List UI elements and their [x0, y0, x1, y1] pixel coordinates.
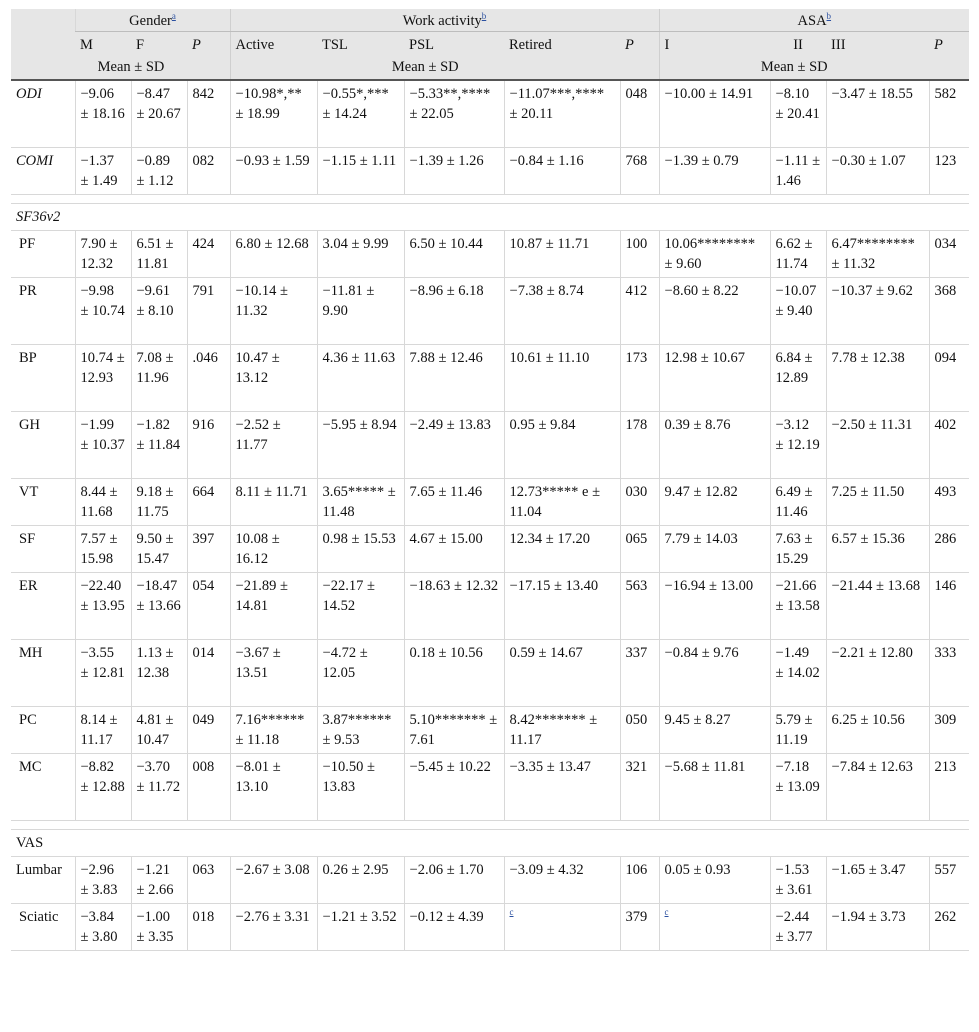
cell-p-asa: 368: [929, 278, 969, 345]
cell-p-asa: 333: [929, 640, 969, 707]
cell-asa-i: −0.84 ± 9.76: [659, 640, 770, 707]
cell-f: −1.82 ± 11.84: [131, 412, 187, 479]
blank-cell: [929, 55, 969, 80]
cell-psl: −0.12 ± 4.39: [404, 904, 504, 951]
work-footnote-link[interactable]: b: [481, 11, 487, 22]
col-header-p-gender: P: [187, 32, 230, 56]
cell-p-asa: 582: [929, 80, 969, 148]
cell-active: −2.52 ± 11.77: [230, 412, 317, 479]
cell-psl: −5.33**,**** ± 22.05: [404, 80, 504, 148]
cell-asa-i: −8.60 ± 8.22: [659, 278, 770, 345]
cell-asa-iii: 6.47******** ± 11.32: [826, 231, 929, 278]
cell-tsl: 3.87****** ± 9.53: [317, 707, 404, 754]
asa-group-header: [659, 9, 969, 32]
cell-asa-ii: −7.18 ± 13.09: [770, 754, 826, 821]
col-header-asa-i: I: [659, 32, 770, 56]
cell-p-asa: 557: [929, 857, 969, 904]
cell-psl: 6.50 ± 10.44: [404, 231, 504, 278]
cell-m: −2.96 ± 3.83: [75, 857, 131, 904]
cell-asa-i: 7.79 ± 14.03: [659, 526, 770, 573]
cell-psl: −1.39 ± 1.26: [404, 148, 504, 195]
cell-m: −1.99 ± 10.37: [75, 412, 131, 479]
cell-p-asa: 493: [929, 479, 969, 526]
table-row: [11, 80, 969, 148]
row-label: PF: [11, 231, 75, 278]
cell-p-work: 412: [620, 278, 659, 345]
cell-active: 6.80 ± 12.68: [230, 231, 317, 278]
cell-retired: 12.34 ± 17.20: [504, 526, 620, 573]
table-row: [11, 412, 969, 479]
cell-active: −0.93 ± 1.59: [230, 148, 317, 195]
corner-cell: [11, 55, 75, 80]
cell-m: 10.74 ± 12.93: [75, 345, 131, 412]
col-header-f: F: [131, 32, 187, 56]
cell-p-work: 337: [620, 640, 659, 707]
work-activity-group-header: [230, 9, 659, 32]
cell-p-gender: 397: [187, 526, 230, 573]
cell-asa-ii: −21.66 ± 13.58: [770, 573, 826, 640]
cell-asa-i: 0.05 ± 0.93: [659, 857, 770, 904]
cell-retired: [504, 904, 620, 951]
cell-p-asa: 402: [929, 412, 969, 479]
cell-asa-iii: 6.25 ± 10.56: [826, 707, 929, 754]
cell-p-work: 100: [620, 231, 659, 278]
cell-asa-ii: −10.07 ± 9.40: [770, 278, 826, 345]
cell-retired: −17.15 ± 13.40: [504, 573, 620, 640]
cell-m: −9.98 ± 10.74: [75, 278, 131, 345]
cell-p-gender: 082: [187, 148, 230, 195]
cell-asa-iii: −2.50 ± 11.31: [826, 412, 929, 479]
table-row: [11, 573, 969, 640]
cell-m: −3.84 ± 3.80: [75, 904, 131, 951]
cell-asa-i: 9.45 ± 8.27: [659, 707, 770, 754]
row-label: ER: [11, 573, 75, 640]
cell-m: 8.44 ± 11.68: [75, 479, 131, 526]
cell-asa-ii: 6.62 ± 11.74: [770, 231, 826, 278]
cell-asa-i: −16.94 ± 13.00: [659, 573, 770, 640]
cell-asa-iii: −7.84 ± 12.63: [826, 754, 929, 821]
cell-p-asa: 094: [929, 345, 969, 412]
cell-p-asa: 123: [929, 148, 969, 195]
cell-tsl: 3.65***** ± 11.48: [317, 479, 404, 526]
cell-m: 7.57 ± 15.98: [75, 526, 131, 573]
row-label: VT: [11, 479, 75, 526]
cell-p-work: 768: [620, 148, 659, 195]
cell-asa-iii: −0.30 ± 1.07: [826, 148, 929, 195]
cell-asa-ii: −1.49 ± 14.02: [770, 640, 826, 707]
corner-cell: [11, 9, 75, 32]
row-label: GH: [11, 412, 75, 479]
cell-p-asa: 146: [929, 573, 969, 640]
cell-tsl: 0.98 ± 15.53: [317, 526, 404, 573]
row-label: ODI: [11, 80, 75, 148]
col-header-active: Active: [230, 32, 317, 56]
cell-tsl: −1.15 ± 1.11: [317, 148, 404, 195]
cell-f: −3.70 ± 11.72: [131, 754, 187, 821]
cell-p-asa: 213: [929, 754, 969, 821]
spacer-cell: [11, 821, 969, 830]
cell-asa-iii: −21.44 ± 13.68: [826, 573, 929, 640]
cell-p-gender: 014: [187, 640, 230, 707]
cell-tsl: −10.50 ± 13.83: [317, 754, 404, 821]
cell-f: −0.89 ± 1.12: [131, 148, 187, 195]
blank-cell: [620, 55, 659, 80]
cell-retired: −3.35 ± 13.47: [504, 754, 620, 821]
cell-p-work: 048: [620, 80, 659, 148]
cell-f: 9.18 ± 11.75: [131, 479, 187, 526]
col-header-psl: PSL: [404, 32, 504, 56]
cell-p-gender: 018: [187, 904, 230, 951]
table-row: [11, 526, 969, 573]
cell-m: −3.55 ± 12.81: [75, 640, 131, 707]
cell-asa-ii: −1.11 ± 1.46: [770, 148, 826, 195]
row-label: BP: [11, 345, 75, 412]
work-meansd-label: Mean ± SD: [230, 55, 620, 80]
cell-asa-ii: −1.53 ± 3.61: [770, 857, 826, 904]
cell-active: −10.98*,** ± 18.99: [230, 80, 317, 148]
spacer-cell: [11, 195, 969, 204]
cell-p-gender: 916: [187, 412, 230, 479]
blank-cell: [187, 55, 230, 80]
cell-asa-ii: 7.63 ± 15.29: [770, 526, 826, 573]
col-header-retired: Retired: [504, 32, 620, 56]
cell-m: 7.90 ± 12.32: [75, 231, 131, 278]
cell-p-work: 178: [620, 412, 659, 479]
spacer-row: [11, 821, 969, 830]
cell-asa-i: 0.39 ± 8.76: [659, 412, 770, 479]
cell-p-gender: 063: [187, 857, 230, 904]
gender-footnote-link[interactable]: a: [171, 11, 176, 22]
cell-tsl: −22.17 ± 14.52: [317, 573, 404, 640]
cell-p-asa: 034: [929, 231, 969, 278]
cell-asa-ii: −2.44 ± 3.77: [770, 904, 826, 951]
cell-tsl: −4.72 ± 12.05: [317, 640, 404, 707]
cell-p-gender: 842: [187, 80, 230, 148]
footnote-link[interactable]: c: [664, 907, 669, 918]
cell-p-asa: 286: [929, 526, 969, 573]
asa-footnote-link[interactable]: b: [826, 11, 832, 22]
cell-retired: 12.73***** e ± 11.04: [504, 479, 620, 526]
table-row: [11, 479, 969, 526]
cell-asa-iii: −1.94 ± 3.73: [826, 904, 929, 951]
cell-p-work: 563: [620, 573, 659, 640]
corner-cell: [11, 32, 75, 56]
table-row: [11, 857, 969, 904]
cell-active: 8.11 ± 11.71: [230, 479, 317, 526]
col-header-p-work: P: [620, 32, 659, 56]
col-header-p-asa: P: [929, 32, 969, 56]
cell-retired: −11.07***,**** ± 20.11: [504, 80, 620, 148]
cell-f: 6.51 ± 11.81: [131, 231, 187, 278]
cell-psl: 7.88 ± 12.46: [404, 345, 504, 412]
spacer-row: [11, 195, 969, 204]
cell-asa-ii: 6.49 ± 11.46: [770, 479, 826, 526]
cell-tsl: 4.36 ± 11.63: [317, 345, 404, 412]
cell-tsl: −11.81 ± 9.90: [317, 278, 404, 345]
cell-asa-i: −5.68 ± 11.81: [659, 754, 770, 821]
cell-retired: −7.38 ± 8.74: [504, 278, 620, 345]
table-row: [11, 754, 969, 821]
row-label: Sciatic: [11, 904, 75, 951]
table-body: [11, 80, 969, 951]
cell-m: −22.40 ± 13.95: [75, 573, 131, 640]
cell-asa-iii: −2.21 ± 12.80: [826, 640, 929, 707]
cell-asa-ii: −8.10 ± 20.41: [770, 80, 826, 148]
cell-active: −3.67 ± 13.51: [230, 640, 317, 707]
asa-header-label: ASA: [797, 13, 827, 29]
cell-psl: −2.06 ± 1.70: [404, 857, 504, 904]
cell-tsl: 3.04 ± 9.99: [317, 231, 404, 278]
table-row: [11, 904, 969, 951]
cell-p-work: 106: [620, 857, 659, 904]
cell-tsl: −1.21 ± 3.52: [317, 904, 404, 951]
cell-asa-iii: −3.47 ± 18.55: [826, 80, 929, 148]
cell-psl: −5.45 ± 10.22: [404, 754, 504, 821]
cell-active: −8.01 ± 13.10: [230, 754, 317, 821]
table-row: [11, 231, 969, 278]
table-row: [11, 148, 969, 195]
cell-psl: 0.18 ± 10.56: [404, 640, 504, 707]
cell-psl: 7.65 ± 11.46: [404, 479, 504, 526]
cell-p-work: 030: [620, 479, 659, 526]
cell-f: −1.21 ± 2.66: [131, 857, 187, 904]
cell-asa-i: −1.39 ± 0.79: [659, 148, 770, 195]
cell-p-gender: 008: [187, 754, 230, 821]
cell-asa-i: [659, 904, 770, 951]
cell-psl: 4.67 ± 15.00: [404, 526, 504, 573]
cell-retired: 8.42******* ± 11.17: [504, 707, 620, 754]
cell-f: 1.13 ± 12.38: [131, 640, 187, 707]
cell-m: −1.37 ± 1.49: [75, 148, 131, 195]
cell-psl: 5.10******* ± 7.61: [404, 707, 504, 754]
gender-meansd-label: Mean ± SD: [75, 55, 187, 80]
cell-asa-iii: −1.65 ± 3.47: [826, 857, 929, 904]
cell-p-gender: 049: [187, 707, 230, 754]
cell-f: −8.47 ± 20.67: [131, 80, 187, 148]
row-label: COMI: [11, 148, 75, 195]
cell-m: −9.06 ± 18.16: [75, 80, 131, 148]
cell-asa-i: 12.98 ± 10.67: [659, 345, 770, 412]
col-header-asa-ii: II: [770, 32, 826, 56]
cell-psl: −18.63 ± 12.32: [404, 573, 504, 640]
section-label-vas: VAS: [11, 830, 969, 857]
table-row: [11, 707, 969, 754]
results-table: [11, 9, 969, 951]
cell-f: 7.08 ± 11.96: [131, 345, 187, 412]
asa-meansd-label: Mean ± SD: [659, 55, 929, 80]
cell-f: 9.50 ± 15.47: [131, 526, 187, 573]
cell-p-asa: 309: [929, 707, 969, 754]
cell-asa-iii: 7.25 ± 11.50: [826, 479, 929, 526]
row-label: Lumbar: [11, 857, 75, 904]
cell-p-work: 050: [620, 707, 659, 754]
cell-active: −10.14 ± 11.32: [230, 278, 317, 345]
cell-p-asa: 262: [929, 904, 969, 951]
table-row: [11, 345, 969, 412]
row-label: MH: [11, 640, 75, 707]
cell-m: 8.14 ± 11.17: [75, 707, 131, 754]
cell-active: −2.76 ± 3.31: [230, 904, 317, 951]
row-label: MC: [11, 754, 75, 821]
cell-asa-iii: −10.37 ± 9.62: [826, 278, 929, 345]
cell-p-gender: .046: [187, 345, 230, 412]
cell-retired: −3.09 ± 4.32: [504, 857, 620, 904]
gender-header-label: Gender: [129, 13, 172, 29]
section-row: [11, 830, 969, 857]
cell-asa-ii: 6.84 ± 12.89: [770, 345, 826, 412]
cell-retired: 0.59 ± 14.67: [504, 640, 620, 707]
cell-m: −8.82 ± 12.88: [75, 754, 131, 821]
cell-active: 10.08 ± 16.12: [230, 526, 317, 573]
cell-retired: −0.84 ± 1.16: [504, 148, 620, 195]
gender-group-header: [75, 9, 230, 32]
row-label: PC: [11, 707, 75, 754]
cell-f: −1.00 ± 3.35: [131, 904, 187, 951]
cell-asa-i: −10.00 ± 14.91: [659, 80, 770, 148]
cell-retired: 0.95 ± 9.84: [504, 412, 620, 479]
cell-tsl: 0.26 ± 2.95: [317, 857, 404, 904]
cell-active: −2.67 ± 3.08: [230, 857, 317, 904]
cell-active: −21.89 ± 14.81: [230, 573, 317, 640]
cell-f: −18.47 ± 13.66: [131, 573, 187, 640]
cell-p-gender: 054: [187, 573, 230, 640]
section-row: [11, 204, 969, 231]
cell-asa-ii: 5.79 ± 11.19: [770, 707, 826, 754]
cell-active: 10.47 ± 13.12: [230, 345, 317, 412]
cell-p-work: 321: [620, 754, 659, 821]
cell-tsl: −5.95 ± 8.94: [317, 412, 404, 479]
cell-asa-iii: 7.78 ± 12.38: [826, 345, 929, 412]
section-label-sf36: SF36v2: [11, 204, 969, 231]
table-row: [11, 640, 969, 707]
col-header-asa-iii: III: [826, 32, 929, 56]
cell-asa-ii: −3.12 ± 12.19: [770, 412, 826, 479]
footnote-link[interactable]: c: [509, 907, 514, 918]
cell-p-gender: 791: [187, 278, 230, 345]
col-header-m: M: [75, 32, 131, 56]
cell-tsl: −0.55*,*** ± 14.24: [317, 80, 404, 148]
cell-asa-i: 9.47 ± 12.82: [659, 479, 770, 526]
cell-f: −9.61 ± 8.10: [131, 278, 187, 345]
cell-retired: 10.61 ± 11.10: [504, 345, 620, 412]
row-label: SF: [11, 526, 75, 573]
cell-psl: −2.49 ± 13.83: [404, 412, 504, 479]
table-row: [11, 278, 969, 345]
cell-retired: 10.87 ± 11.71: [504, 231, 620, 278]
cell-asa-iii: 6.57 ± 15.36: [826, 526, 929, 573]
cell-p-work: 173: [620, 345, 659, 412]
cell-asa-i: 10.06******** ± 9.60: [659, 231, 770, 278]
cell-f: 4.81 ± 10.47: [131, 707, 187, 754]
cell-psl: −8.96 ± 6.18: [404, 278, 504, 345]
col-header-tsl: TSL: [317, 32, 404, 56]
cell-p-work: 379: [620, 904, 659, 951]
cell-active: 7.16****** ± 11.18: [230, 707, 317, 754]
row-label: PR: [11, 278, 75, 345]
cell-p-work: 065: [620, 526, 659, 573]
cell-p-gender: 424: [187, 231, 230, 278]
cell-p-gender: 664: [187, 479, 230, 526]
work-header-label: Work activity: [402, 13, 482, 29]
